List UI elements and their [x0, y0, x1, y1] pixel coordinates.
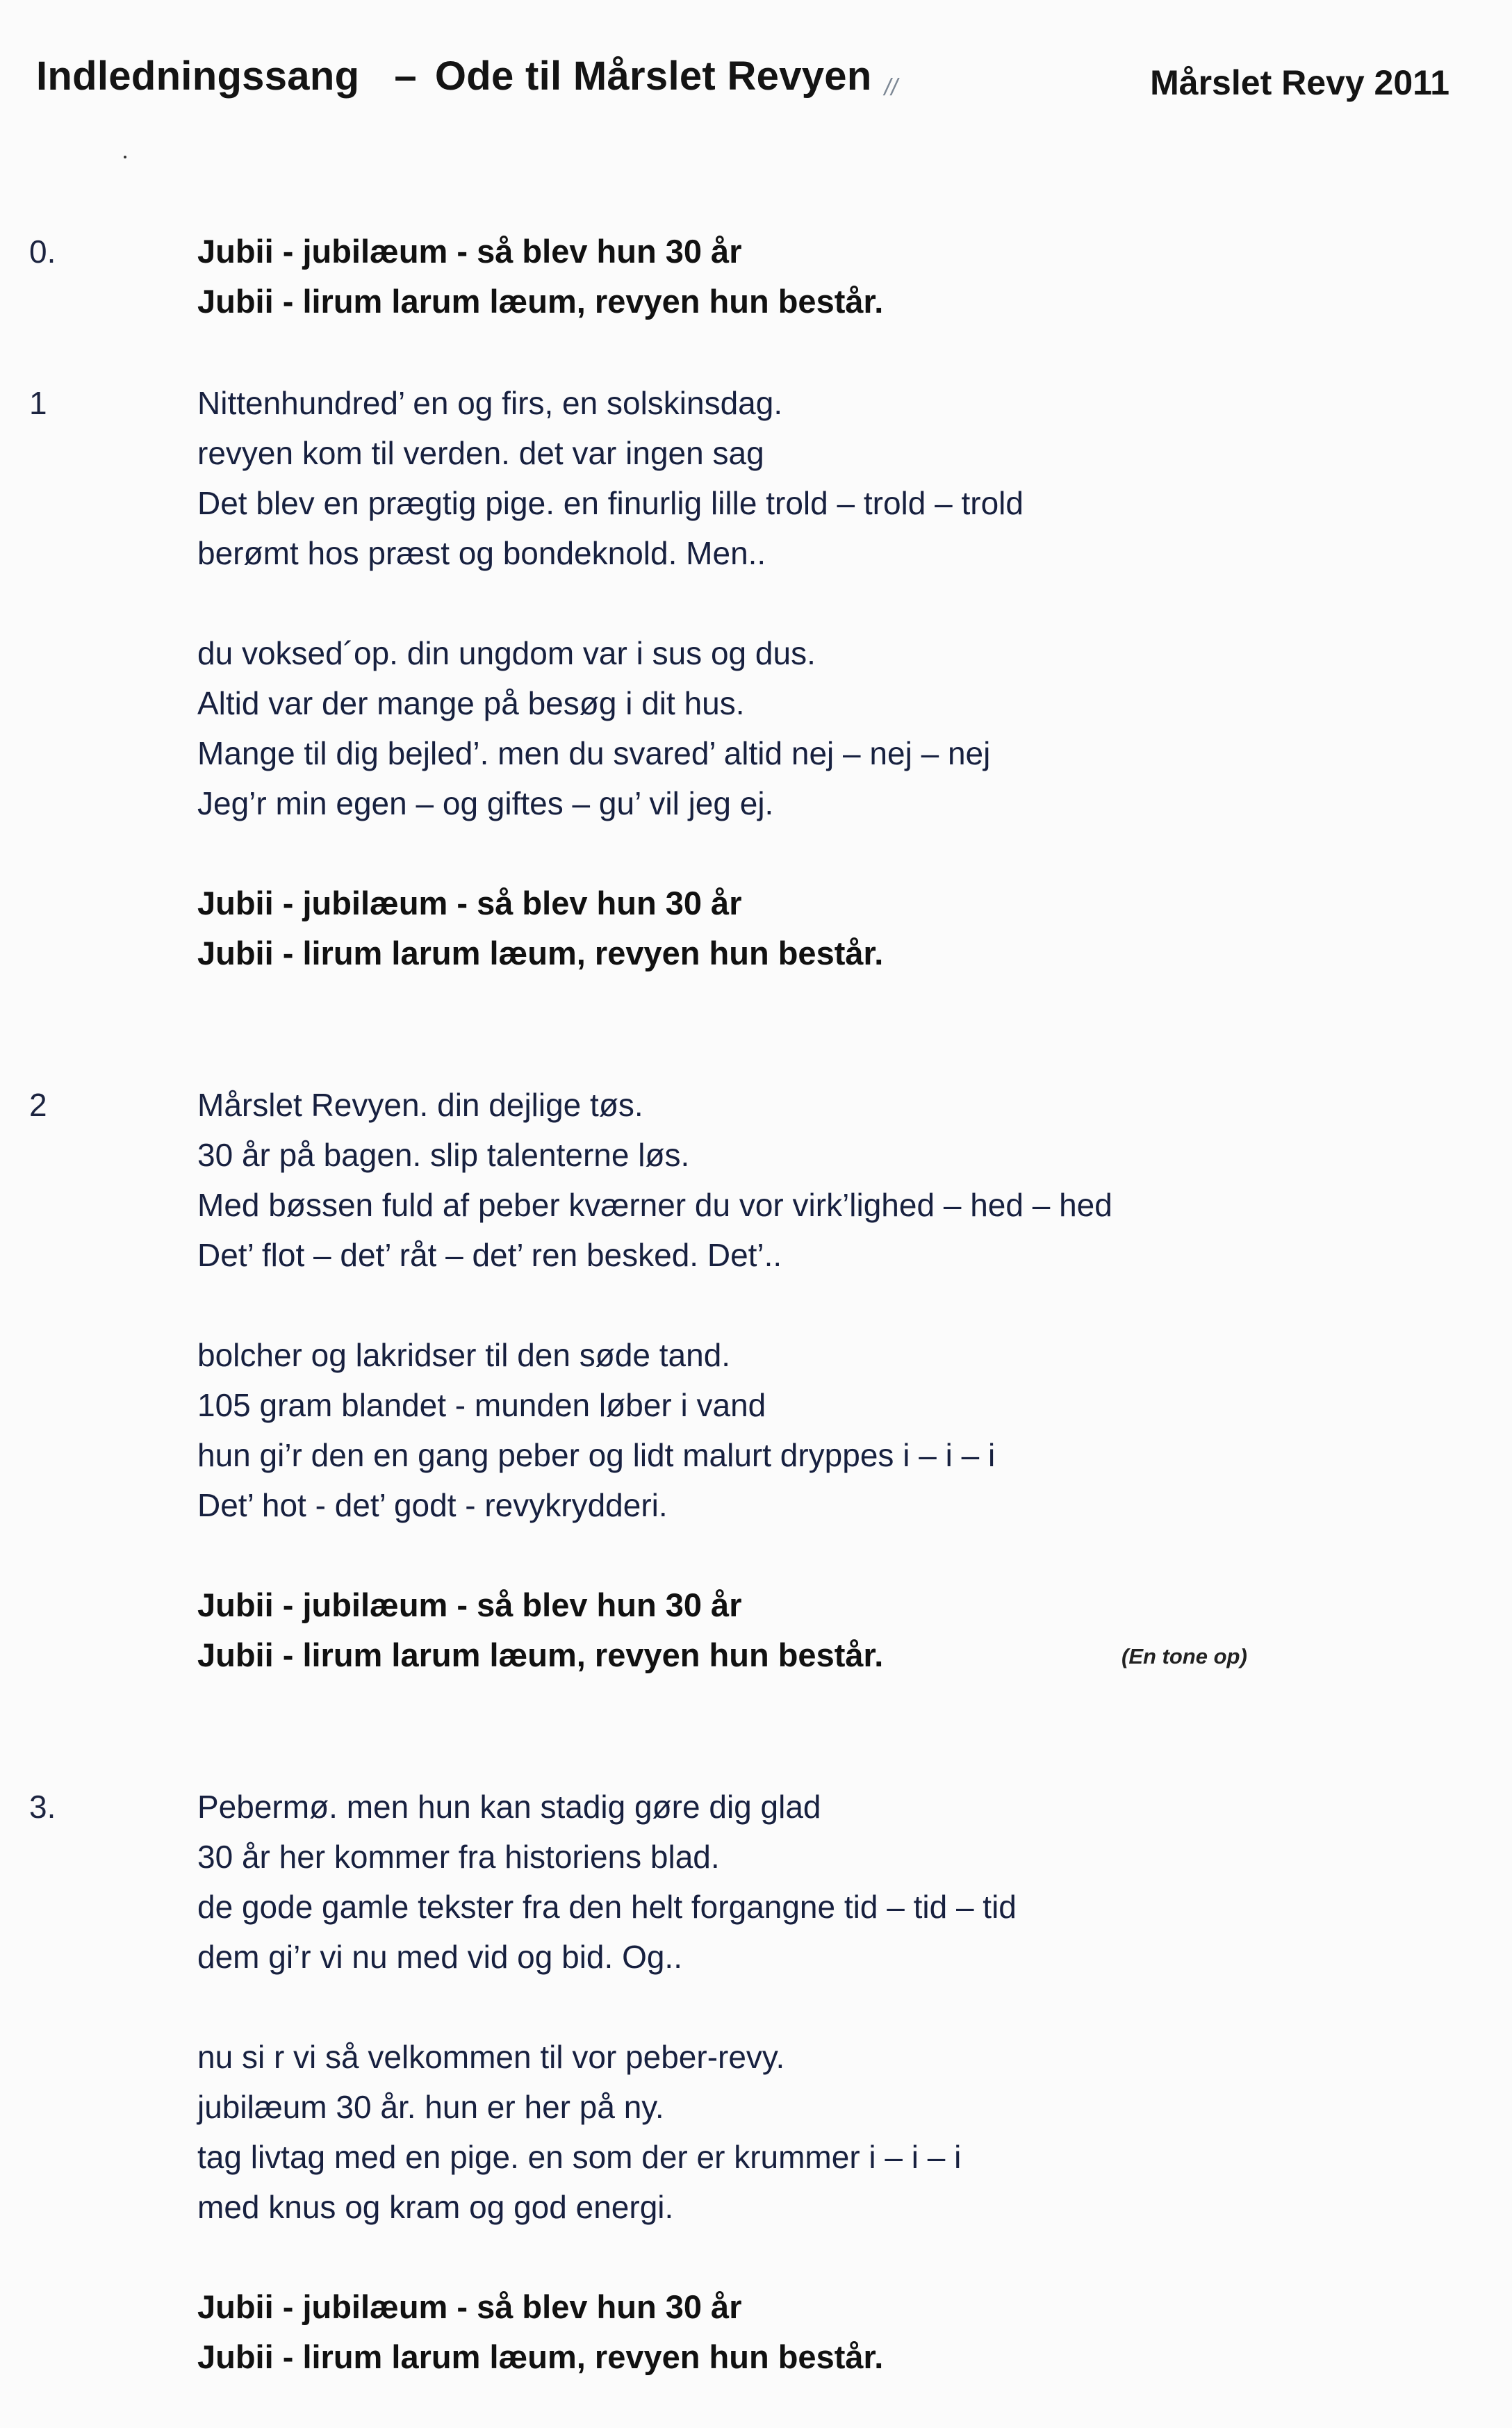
lyric-line: Mårslet Revyen. din dejlige tøs. [197, 1087, 643, 1123]
chorus [197, 2282, 1017, 2382]
verse-number: 2 [29, 1087, 47, 1123]
lyric-line: du voksed´op. din ungdom var i sus og dus. [197, 635, 816, 671]
lyric-line: nu si r vi så velkommen til vor peber-revy. [197, 2039, 785, 2075]
stanza [197, 1080, 1112, 1280]
lyric-line: Det blev en prægtig pige. en finurlig lille trold – trold – trold [197, 485, 1024, 521]
chorus-line: Jubii - jubilæum - så blev hun 30 år [197, 2288, 742, 2325]
chorus [197, 878, 1024, 978]
chorus [197, 1580, 1112, 1680]
verse-number: 0. [29, 233, 56, 270]
verse-number: 1 [29, 385, 47, 421]
lyric-line: de gode gamle tekster fra den helt forgangne tid – tid – tid [197, 1889, 1017, 1925]
chorus-line: Jubii - jubilæum - så blev hun 30 år [197, 1586, 742, 1623]
lyric-line: Med bøssen fuld af peber kværner du vor virk’lighed – hed – hed [197, 1187, 1112, 1223]
lyric-line: Det’ hot - det’ godt - revykrydderi. [197, 1487, 668, 1523]
chorus-line: Jubii - lirum larum læum, revyen hun består. [197, 1637, 884, 1673]
title-part2: Ode til Mårslet Revyen [434, 54, 872, 99]
lyric-line: berømt hos præst og bondeknold. Men.. [197, 535, 766, 571]
chorus [197, 227, 883, 327]
stanza [197, 1330, 1112, 1530]
stanza [197, 628, 1024, 828]
tone-note: (En tone op) [1121, 1644, 1247, 1668]
lyric-line: revyen kom til verden. det var ingen sag [197, 435, 764, 471]
song-title [36, 53, 898, 101]
lyric-line: Altid var der mange på besøg i dit hus. [197, 685, 745, 721]
stanza [197, 1782, 1017, 1982]
stanza [197, 2032, 1017, 2232]
lyric-line: Jeg’r min egen – og giftes – gu’ vil jeg ej. [197, 785, 774, 821]
lyric-line: dem gi’r vi nu med vid og bid. Og.. [197, 1939, 682, 1975]
lyric-line: jubilæum 30 år. hun er her på ny. [197, 2089, 664, 2125]
ink-speck [124, 156, 126, 158]
chorus-line: Jubii - jubilæum - så blev hun 30 år [197, 233, 742, 270]
lyric-line: tag livtag med en pige. en som der er krummer i – i – i [197, 2139, 962, 2175]
lyric-line: hun gi’r den en gang peber og lidt malurt dryppes i – i – i [197, 1437, 996, 1473]
lyric-line: med knus og kram og god energi. [197, 2189, 674, 2225]
lyric-line: 30 år her kommer fra historiens blad. [197, 1839, 720, 1875]
revy-year: Mårslet Revy 2011 [1150, 63, 1449, 102]
lyric-line: Nittenhundred’ en og firs, en solskinsdag. [197, 385, 783, 421]
lyric-line: 105 gram blandet - munden løber i vand [197, 1387, 766, 1423]
title-part1: Indledningssang [36, 54, 360, 99]
stanza [197, 378, 1024, 578]
lyric-line: Det’ flot – det’ råt – det’ ren besked. Det’.. [197, 1237, 782, 1273]
verse-number: 3. [29, 1789, 56, 1825]
lyric-line: Mange til dig bejled’. men du svared’ altid nej – nej – nej [197, 735, 991, 771]
chorus-line: Jubii - lirum larum læum, revyen hun består. [197, 935, 884, 971]
chorus-line: Jubii - lirum larum læum, revyen hun består. [197, 283, 884, 320]
chorus-line: Jubii - jubilæum - så blev hun 30 år [197, 885, 742, 921]
page-header [0, 53, 1512, 115]
title-dash: – [394, 54, 417, 99]
chorus-line: Jubii - lirum larum læum, revyen hun består. [197, 2338, 884, 2375]
lyric-line: 30 år på bagen. slip talenterne løs. [197, 1137, 690, 1173]
lyric-line: bolcher og lakridser til den søde tand. [197, 1337, 731, 1373]
handwritten-mark: // [884, 74, 898, 101]
lyric-line: Pebermø. men hun kan stadig gøre dig glad [197, 1789, 821, 1825]
